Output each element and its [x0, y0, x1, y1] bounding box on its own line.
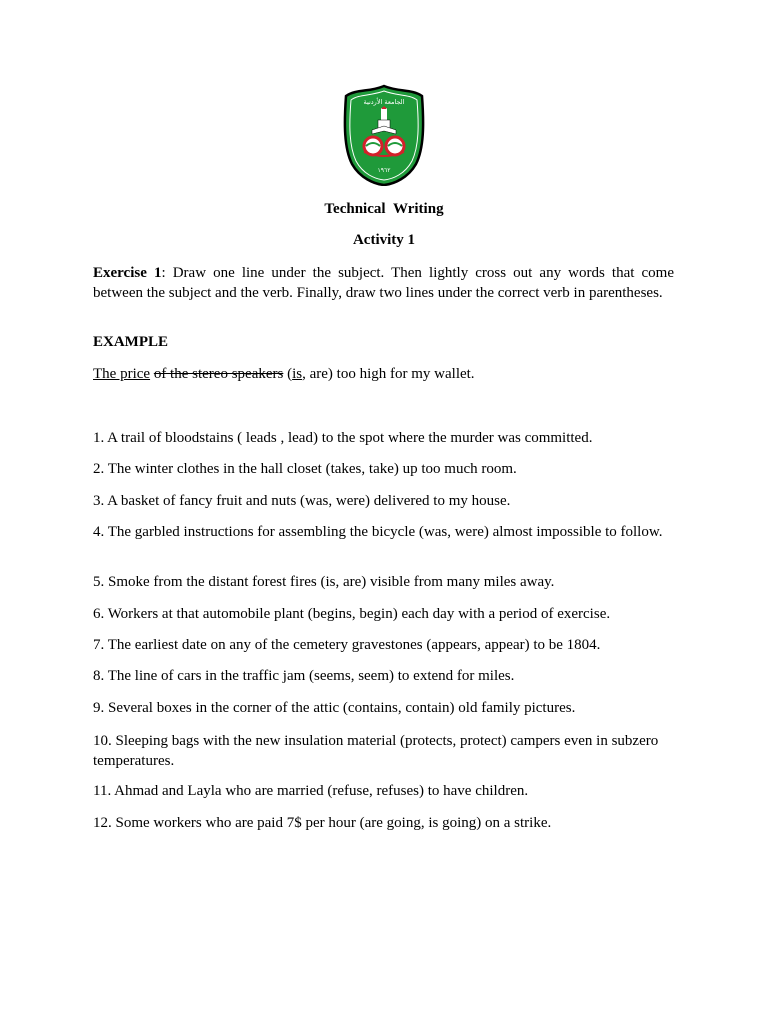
exercise-item: 7. The earliest date on any of the cemetery gravestones (appears, appear) to be 1804.	[93, 637, 601, 653]
exercise-item: 12. Some workers who are paid 7$ per hour (are going, is going) on a strike.	[93, 815, 552, 831]
exercise-item: 10. Sleeping bags with the new insulation material (protects, protect) campers even in subzero temperatures.	[93, 733, 659, 769]
exercise-item: 3. A basket of fancy fruit and nuts (was, were) delivered to my house.	[93, 493, 511, 509]
exercise-item: 1. A trail of bloodstains ( leads , lead) to the spot where the murder was committed.	[93, 430, 593, 446]
example-verb: is	[292, 366, 303, 382]
university-crest-logo	[342, 84, 426, 186]
example-sentence: The price of the stereo speakers (is, are) too high for my wallet.	[93, 366, 475, 382]
exercise-item: 11. Ahmad and Layla who are married (refuse, refuses) to have children.	[93, 783, 529, 799]
exercise-item: 4. The garbled instructions for assembling the bicycle (was, were) almost impossible to follow.	[93, 524, 663, 540]
exercise-item: 2. The winter clothes in the hall closet (takes, take) up too much room.	[93, 461, 517, 477]
example-subject: The price	[93, 366, 151, 382]
example-heading: EXAMPLE	[93, 334, 168, 350]
exercise-item: 5. Smoke from the distant forest fires (is, are) visible from many miles away.	[93, 574, 555, 590]
exercise-instructions	[93, 264, 674, 303]
document-subtitle: Activity 1	[352, 232, 416, 248]
svg-text:الجامعة الأردنية: الجامعة الأردنية	[363, 98, 405, 106]
svg-text:١٩٦٢: ١٩٦٢	[377, 167, 391, 174]
exercise-item: 8. The line of cars in the traffic jam (seems, seem) to extend for miles.	[93, 668, 515, 684]
exercise-label: Exercise 1	[93, 265, 162, 281]
exercise-text: : Draw one line under the subject. Then lightly cross out any words that come between the subject and the verb. Finally, draw two lines under the correct verb in parentheses.	[93, 265, 674, 301]
example-crossed-words: of the stereo speakers	[153, 366, 284, 382]
exercise-item: 6. Workers at that automobile plant (begins, begin) each day with a period of exercise.	[93, 606, 611, 622]
exercise-item: 9. Several boxes in the corner of the attic (contains, contain) old family pictures.	[93, 700, 576, 716]
document-title: Technical Writing	[324, 201, 444, 217]
